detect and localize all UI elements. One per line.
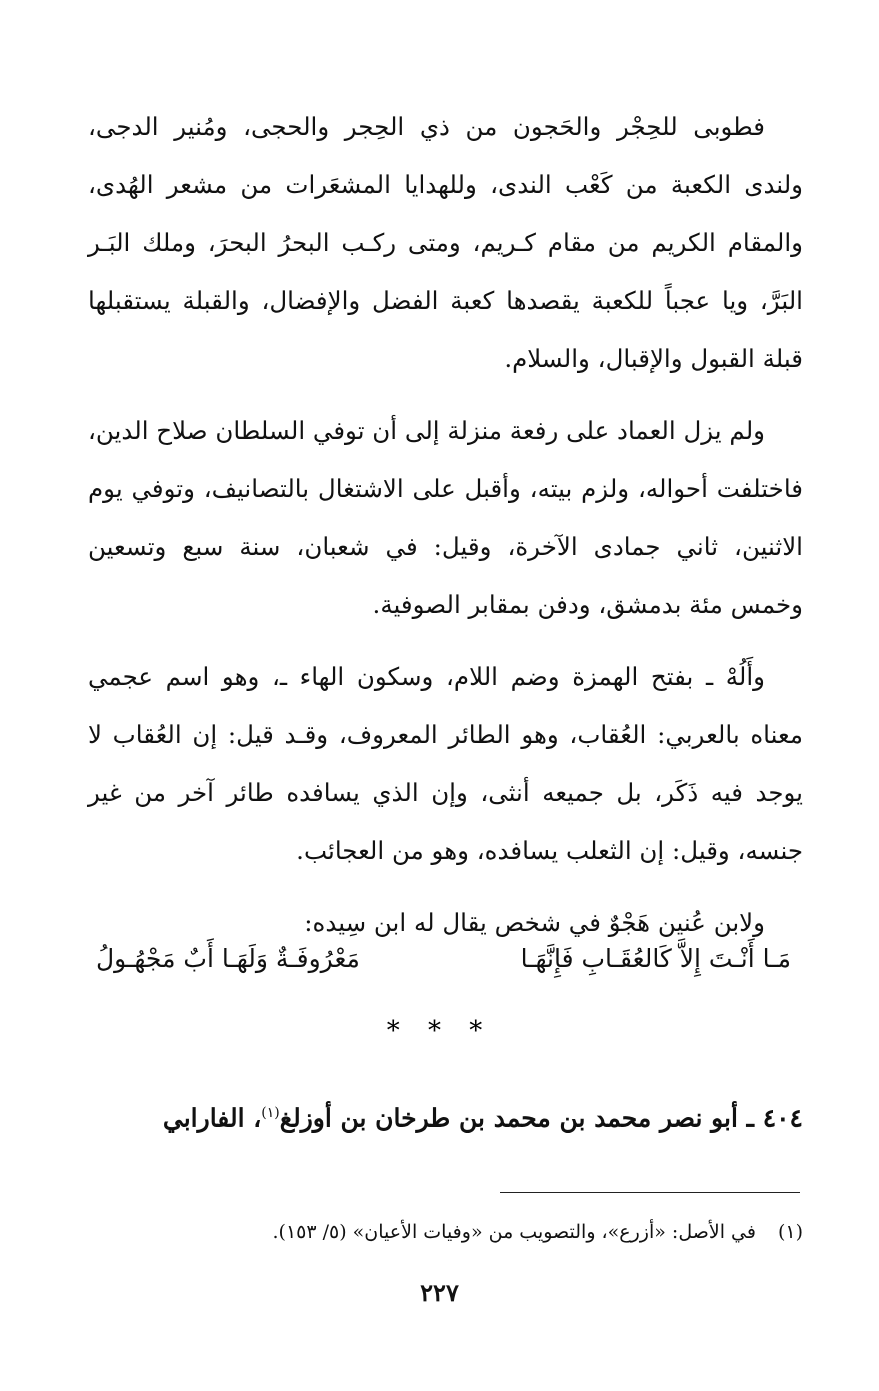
paragraph-3: وأَلُهْ ـ بفتح الهمزة وضم اللام، وسكون الهاء ـ، وهو اسم عجمي معناه بالعربي: العُقاب، وهو الطائر المعروف، وقـد قيل: إن العُقاب لا يوجد فيه ذَكَر، بل جميعه أنثى، وإن الذي يسافده طائر آخر من غير جنسه، وقيل: إن الثعلب يسافده، وهو من العجائب. <box>88 662 803 865</box>
entry-heading <box>88 1085 803 1146</box>
page-number: ٢٢٧ <box>420 1278 459 1307</box>
footnote-marker: (١) <box>261 1105 280 1121</box>
main-text <box>88 98 803 952</box>
paragraph-1: فطوبى للحِجْر والحَجون من ذي الحِجر والحجى، ومُنير الدجى، ولندى الكعبة من كَعْب الندى، وللهدايا المشعَرات من مشعر الهُدى، والمقام الكريم من مقام كـريم، ومتى ركـب البحرُ البحرَ، وملك البَـر البَرَّ، ويا عجباً للكعبة يقصدها كعبة الفضل والإفضال، والقبلة يستقبلها قبلة القبول والإقبال، والسلام. <box>88 112 803 373</box>
verse-intro: ولابن عُنين هَجْوٌ في شخص يقال له ابن سِيده: <box>304 908 765 937</box>
paragraph-2: ولم يزل العماد على رفعة منزلة إلى أن توفي السلطان صلاح الدين، فاختلفت أحواله، ولزم بيته، وأقبل على الاشتغال بالتصانيف، وتوفي يوم الاثنين، ثاني جمادى الآخرة، وقيل: في شعبان، سنة سبع وتسعين وخمس مئة بدمشق، ودفن بمقابر الصوفية. <box>88 416 803 619</box>
entry-heading-suffix: ، الفارابي <box>162 1103 262 1133</box>
footnote-text: في الأصل: «أزرع»، والتصويب من «وفيات الأعيان» (٥/ ١٥٣). <box>272 1221 756 1243</box>
footnote <box>88 1212 803 1252</box>
verse-first-hemistich: مَـا أَنْـتَ إِلاَّ كَالعُقَـابِ فَإِنَّهَـا <box>520 944 791 973</box>
footnote-divider <box>500 1192 800 1193</box>
footnote-number: (١) <box>777 1221 803 1243</box>
poem-verse <box>96 930 791 988</box>
verse-second-hemistich: مَعْرُوفَـةٌ وَلَهَـا أَبٌ مَجْهُـولُ <box>96 944 360 973</box>
section-separator: * * * <box>386 1016 493 1046</box>
entry-heading-text: ٤٠٤ ـ أبو نصر محمد بن محمد بن طرخان بن أوزلغ <box>279 1103 803 1133</box>
